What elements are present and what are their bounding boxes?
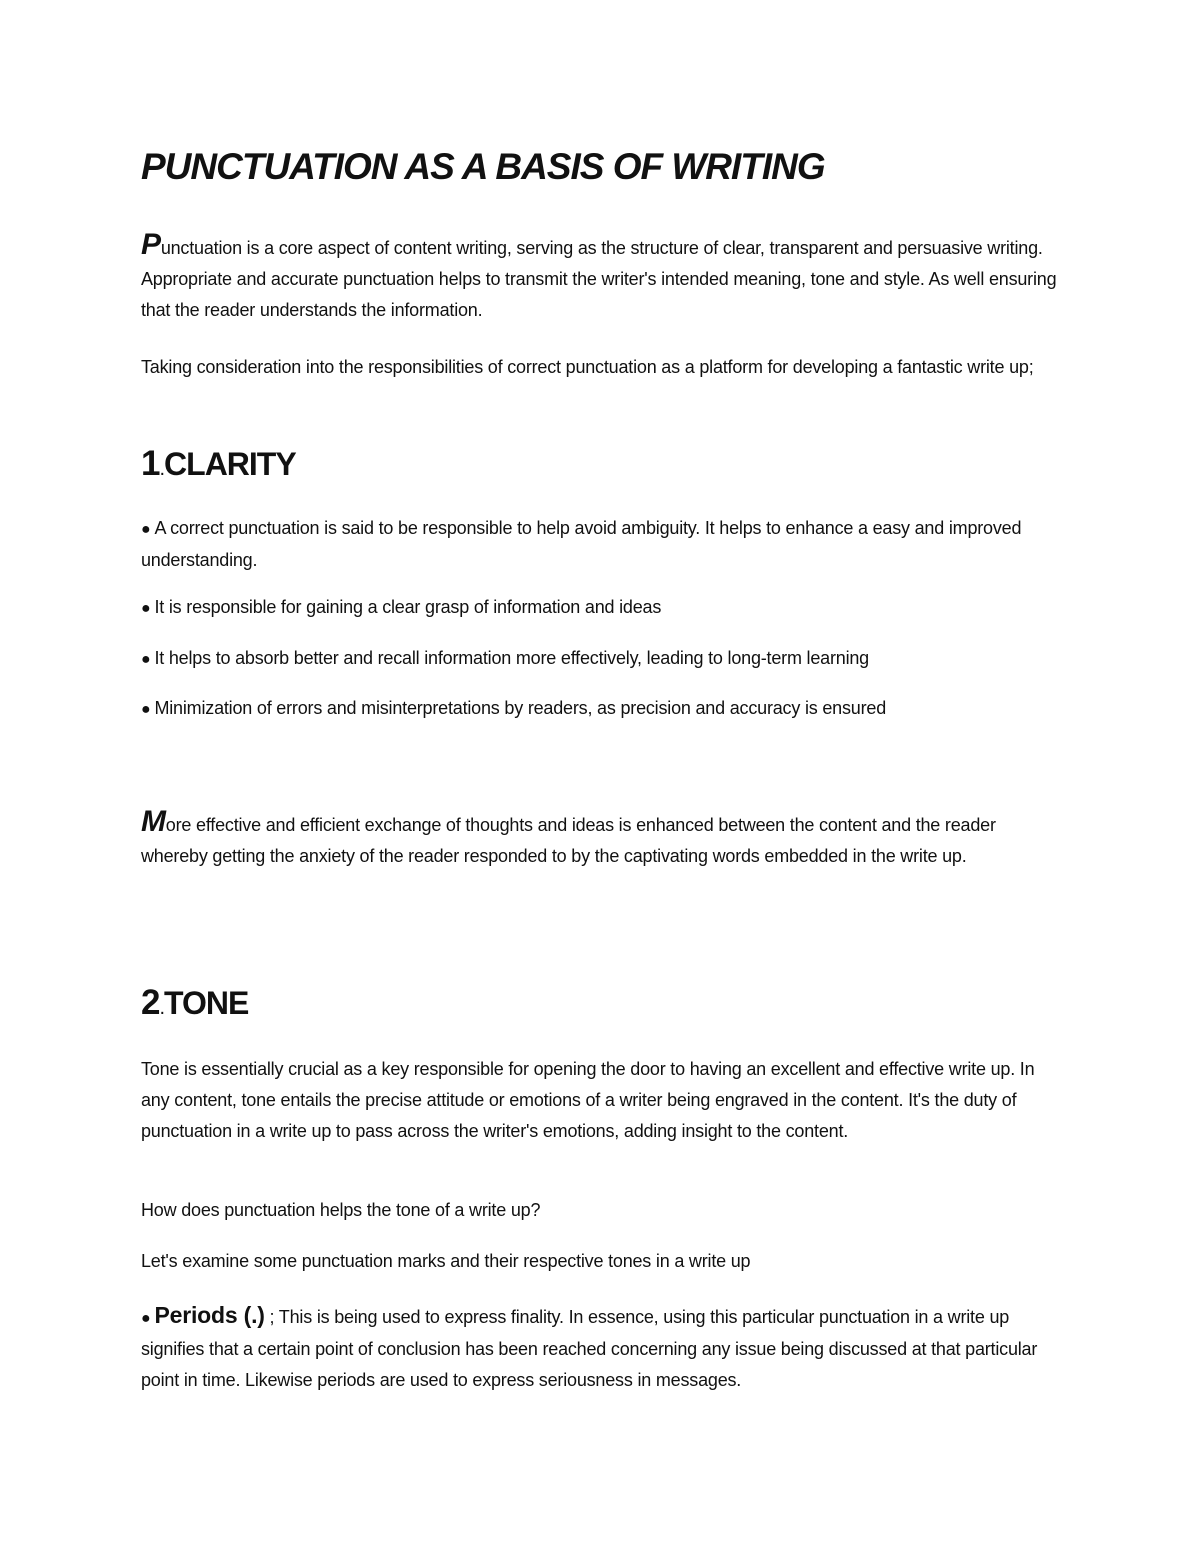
clarity-bullet-4: [141, 693, 1061, 725]
periods-bullet: [141, 1300, 1061, 1396]
clarity-bullet-4-text: Minimization of errors and misinterpretations by readers, as precision and accuracy is ensured: [154, 698, 887, 718]
periods-term: Periods (.): [154, 1302, 265, 1328]
periods-text: ; This is being used to express finality. In essence, using this particular punctuation in a write up signifies that a certain point of conclusion has been reached concerning any issue being discussed at that particular point in time. Likewise periods are used to express seriousness in messages.: [141, 1307, 1038, 1390]
section2-dot: .: [159, 997, 165, 1019]
bullet-icon: ●: [141, 1310, 151, 1327]
document-title: PUNCTUATION AS A BASIS OF WRITING: [141, 146, 825, 187]
section2-title: TONE: [164, 985, 249, 1021]
clarity-bullet-3-text: It helps to absorb better and recall information more effectively, leading to long-term learning: [154, 648, 869, 668]
bullet-icon: ●: [141, 521, 151, 538]
section1-dot: .: [159, 458, 165, 480]
tone-paragraph: Tone is essentially crucial as a key responsible for opening the door to having an excellent and effective write up. In any content, tone entails the precise attitude or emotions of a writer being engraved in the content. It's the duty of punctuation in a write up to pass across the writer's emotions, adding insight to the content.: [141, 1059, 1035, 1141]
section1-number: 1: [141, 444, 160, 483]
closing-text: ore effective and efficient exchange of thoughts and ideas is enhanced between the content and the reader whereby getting the anxiety of the reader responded to by the captivating words embedded in the write up.: [141, 815, 996, 866]
clarity-bullet-2: [141, 592, 1061, 624]
clarity-bullet-3: [141, 643, 1061, 675]
intro-text: unctuation is a core aspect of content writing, serving as the structure of clear, transparent and persuasive writing. Appropriate and accurate punctuation helps to transmit the writer's intended meaning, tone and style. As well ensuring that the reader understands the information.: [141, 238, 1057, 320]
closing-dropcap: M: [141, 805, 166, 838]
bullet-icon: ●: [141, 701, 151, 718]
bullet-icon: ●: [141, 600, 151, 617]
intro-dropcap: P: [141, 228, 161, 261]
tone-examine: Let's examine some punctuation marks and their respective tones in a write up: [141, 1251, 751, 1271]
section2-number: 2: [141, 983, 160, 1022]
tone-question: How does punctuation helps the tone of a write up?: [141, 1200, 541, 1220]
clarity-closing-paragraph: [141, 805, 1061, 872]
section-heading-clarity: [141, 444, 296, 484]
bullet-icon: ●: [141, 651, 151, 668]
clarity-bullet-2-text: It is responsible for gaining a clear grasp of information and ideas: [154, 597, 662, 617]
intro-paragraph: [141, 228, 1061, 326]
section-heading-tone: [141, 983, 248, 1023]
clarity-bullet-1: [141, 513, 1061, 576]
section1-title: CLARITY: [164, 446, 296, 482]
clarity-bullet-1-text: A correct punctuation is said to be responsible to help avoid ambiguity. It helps to enhance a easy and improved understanding.: [141, 518, 1022, 570]
lead-in-paragraph: Taking consideration into the responsibilities of correct punctuation as a platform for developing a fantastic write up;: [141, 357, 1034, 377]
